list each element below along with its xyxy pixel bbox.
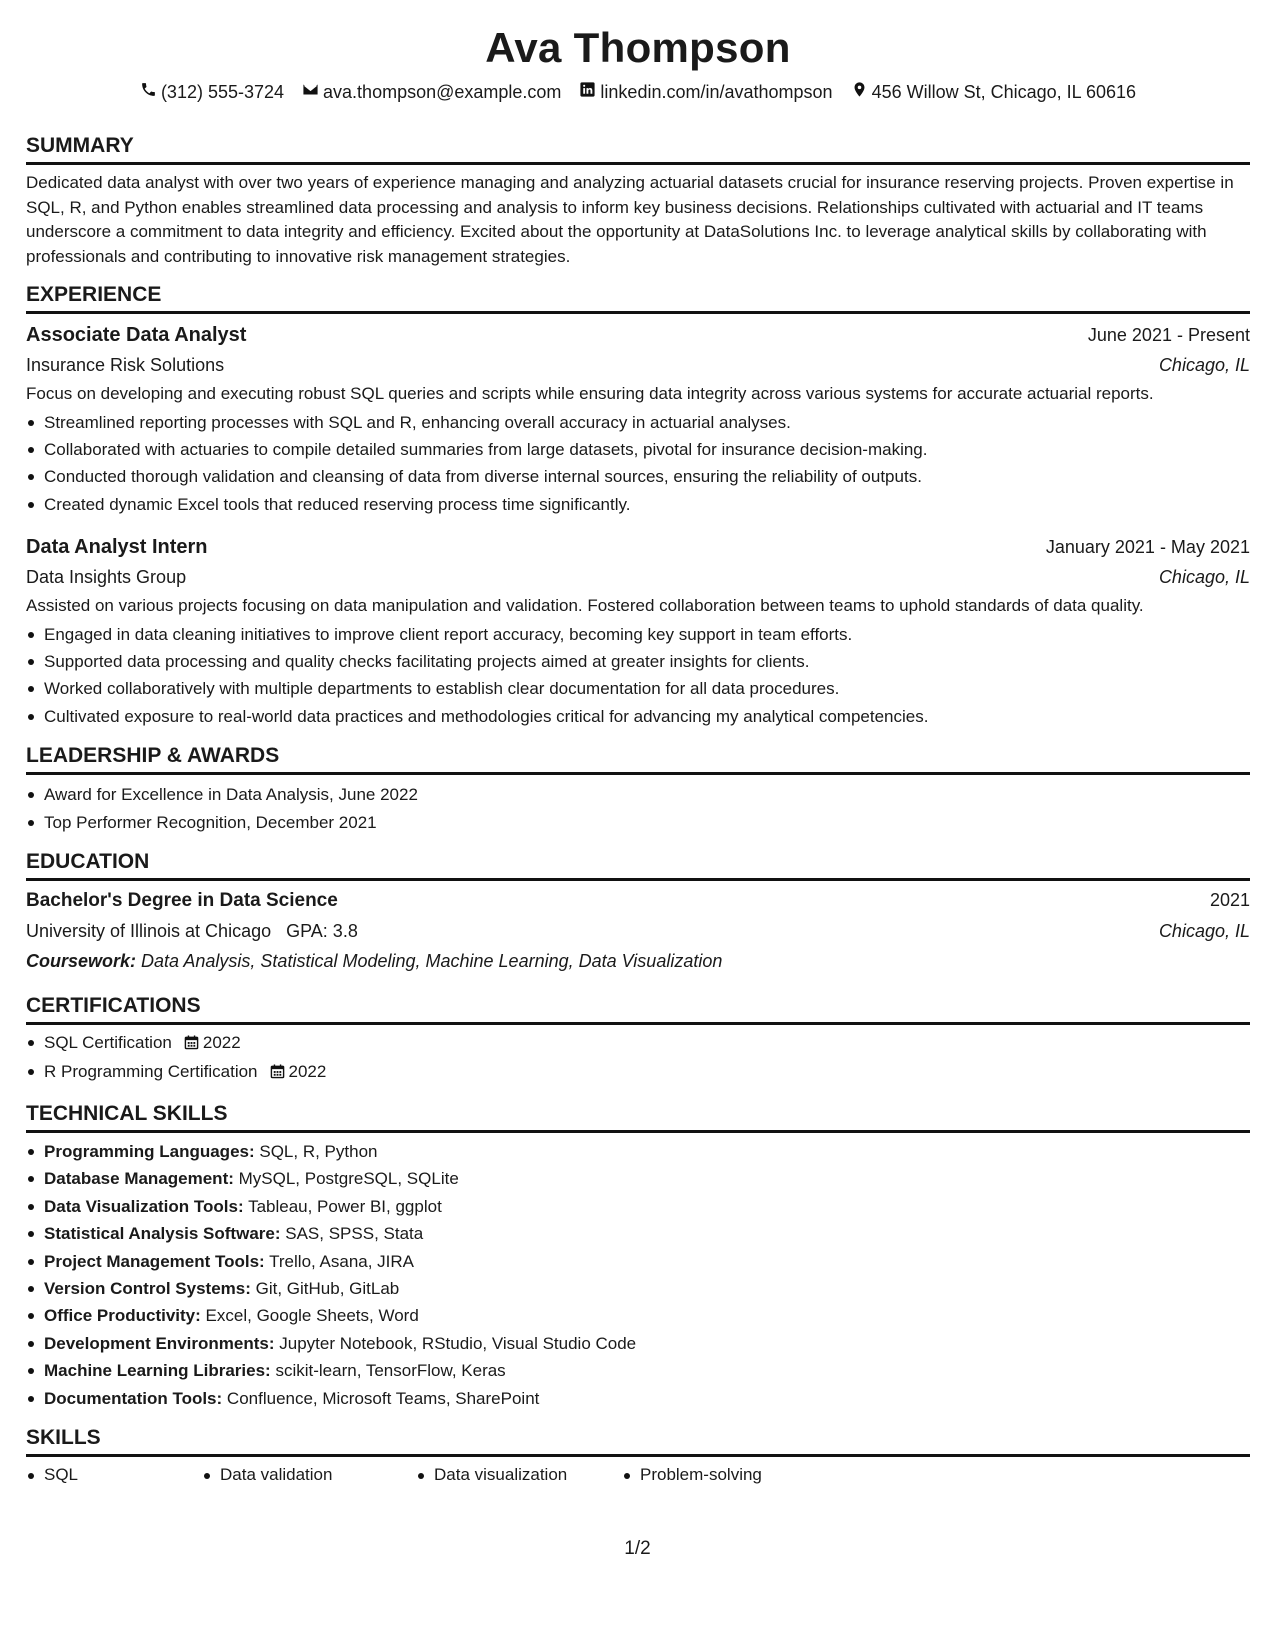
contact-email[interactable]: ava.thompson@example.com	[302, 80, 561, 104]
job-bullets	[26, 621, 1250, 731]
list-item	[26, 1029, 1250, 1058]
contact-bar	[26, 80, 1250, 104]
list-item: Engaged in data cleaning initiatives to improve client report accuracy, becoming key support in team efforts.	[26, 621, 1250, 648]
graduation-year: 2021	[1209, 890, 1250, 911]
education-section	[26, 848, 1250, 976]
job-date: January 2021 - May 2021	[1045, 537, 1250, 558]
list-item: Created dynamic Excel tools that reduced reserving process time significantly.	[26, 491, 1250, 518]
list-item	[26, 1220, 1250, 1247]
certification-year: 2022	[288, 1062, 327, 1082]
list-item: Collaborated with actuaries to compile detailed summaries from large datasets, pivotal for insurance decision-making.	[26, 436, 1250, 463]
section-title: EDUCATION	[26, 848, 1250, 881]
list-item	[26, 1248, 1250, 1275]
contact-phone: (312) 555-3724	[140, 80, 284, 104]
job-description: Assisted on various projects focusing on data manipulation and validation. Fostered collaboration between teams to uphold standards of data quality.	[26, 596, 1144, 616]
section-title: CERTIFICATIONS	[26, 992, 1250, 1025]
job-date: June 2021 - Present	[1087, 325, 1250, 345]
list-item	[26, 1330, 1250, 1357]
linkedin-icon	[579, 80, 596, 104]
certification-list	[26, 1029, 1250, 1088]
job-entry	[26, 320, 1250, 518]
section-title: TECHNICAL SKILLS	[26, 1100, 1250, 1133]
resume-page	[26, 20, 1250, 1487]
list-item: Top Performer Recognition, December 2021	[26, 809, 1250, 836]
job-description: Focus on developing and executing robust SQL queries and scripts while ensuring data integrity across various systems for accurate actuarial reports.	[26, 384, 1154, 403]
coursework-label: Coursework:	[26, 951, 137, 972]
skill-category: Database Management:	[44, 1169, 234, 1189]
skills-section	[26, 1424, 1250, 1487]
section-title: SKILLS	[26, 1424, 1250, 1457]
school-name: University of Illinois at Chicago	[26, 921, 272, 942]
degree-title: Bachelor's Degree in Data Science	[26, 890, 338, 912]
skill-values: Confluence, Microsoft Teams, SharePoint	[226, 1388, 540, 1408]
section-title: SUMMARY	[26, 132, 1250, 165]
skill-values: scikit-learn, TensorFlow, Keras	[275, 1361, 506, 1381]
school-location: Chicago, IL	[1158, 921, 1250, 942]
skill-category: Version Control Systems:	[44, 1278, 251, 1298]
list-item: Streamlined reporting processes with SQL and R, enhancing overall accuracy in actuarial analyses.	[26, 409, 1250, 436]
skill-category: Project Management Tools:	[44, 1251, 265, 1271]
section-title: LEADERSHIP & AWARDS	[26, 742, 1250, 775]
job-entry	[26, 532, 1250, 730]
map-pin-icon	[851, 80, 868, 104]
coursework-list: Data Analysis, Statistical Modeling, Machine Learning, Data Visualization	[141, 951, 723, 972]
technical-skills-section	[26, 1100, 1250, 1412]
list-item	[26, 1193, 1250, 1220]
skill-category: Data Visualization Tools:	[44, 1196, 244, 1216]
skill-category: Development Environments:	[44, 1333, 275, 1353]
skill-values: Trello, Asana, JIRA	[269, 1251, 415, 1271]
skill-category: Office Productivity:	[44, 1306, 201, 1326]
company-name: Data Insights Group	[26, 567, 187, 588]
contact-address: 456 Willow St, Chicago, IL 60616	[851, 80, 1136, 104]
list-item: Conducted thorough validation and cleansing of data from diverse internal sources, ensuring the reliability of outputs.	[26, 463, 1250, 490]
certification-name: SQL Certification	[44, 1033, 172, 1053]
coursework	[26, 946, 1250, 976]
company-name: Insurance Risk Solutions	[26, 355, 225, 375]
skill-category: Programming Languages:	[44, 1141, 255, 1161]
skill-category: Machine Learning Libraries:	[44, 1361, 271, 1381]
page-indicator: 1/2	[624, 1538, 651, 1559]
job-title: Associate Data Analyst	[26, 324, 247, 346]
list-item: Supported data processing and quality checks facilitating projects aimed at greater insights for clients.	[26, 648, 1250, 675]
certifications-section	[26, 992, 1250, 1088]
experience-section	[26, 281, 1250, 730]
list-item	[26, 1165, 1250, 1192]
contact-linkedin[interactable]: linkedin.com/in/avathompson	[579, 80, 832, 104]
list-item: Cultivated exposure to real-world data practices and methodologies critical for advancing my analytical competencies.	[26, 703, 1250, 730]
job-location: Chicago, IL	[1158, 567, 1250, 588]
skill-values: SQL, R, Python	[259, 1141, 378, 1161]
list-item	[26, 1357, 1250, 1384]
candidate-name: Ava Thompson	[485, 24, 791, 71]
award-list	[26, 781, 1250, 836]
calendar-icon	[270, 1060, 285, 1087]
job-location: Chicago, IL	[1158, 355, 1250, 375]
section-title: EXPERIENCE	[26, 281, 1250, 314]
certification-name: R Programming Certification	[44, 1062, 258, 1082]
list-item	[26, 1058, 1250, 1087]
list-item	[26, 1385, 1250, 1412]
list-item	[26, 1138, 1250, 1165]
skill-item: SQL	[26, 1463, 202, 1487]
list-item: Worked collaboratively with multiple departments to establish clear documentation for all data procedures.	[26, 675, 1250, 702]
skill-values: Jupyter Notebook, RStudio, Visual Studio Code	[279, 1333, 637, 1353]
phone-icon	[140, 80, 157, 104]
skill-item: Problem-solving	[622, 1463, 762, 1487]
summary-section	[26, 132, 1250, 269]
certification-year: 2022	[202, 1033, 241, 1053]
gpa: GPA: 3.8	[286, 921, 358, 942]
skill-category: Statistical Analysis Software:	[44, 1224, 281, 1244]
skill-values: Tableau, Power BI, ggplot	[248, 1196, 442, 1216]
skill-item: Data visualization	[416, 1463, 622, 1487]
list-item: Award for Excellence in Data Analysis, June 2022	[26, 781, 1250, 808]
calendar-icon	[184, 1031, 199, 1058]
skills-list	[26, 1463, 1250, 1487]
skill-values: Git, GitHub, GitLab	[255, 1278, 400, 1298]
technical-skills-list	[26, 1138, 1250, 1412]
job-bullets	[26, 409, 1250, 519]
envelope-icon	[302, 80, 319, 104]
skill-category: Documentation Tools:	[44, 1388, 223, 1408]
job-title: Data Analyst Intern	[26, 536, 208, 559]
list-item	[26, 1275, 1250, 1302]
skill-values: MySQL, PostgreSQL, SQLite	[238, 1169, 459, 1189]
skill-item: Data validation	[202, 1463, 416, 1487]
skill-values: Excel, Google Sheets, Word	[205, 1306, 419, 1326]
leadership-section	[26, 742, 1250, 836]
skill-values: SAS, SPSS, Stata	[285, 1224, 424, 1244]
summary-text: Dedicated data analyst with over two years of experience managing and analyzing actuarial datasets crucial for insurance reserving projects. Proven expertise in SQL, R, and Python enables streamlined data processing and analysis to inform key business decisions. Relationships cultivated with actuarial and IT teams underscore a commitment to data integrity and efficiency. Excited about the opportunity at DataSolutions Inc. to leverage analytical skills by collaborating with professionals and contributing to innovative risk management strategies.	[26, 173, 1234, 266]
list-item	[26, 1302, 1250, 1329]
